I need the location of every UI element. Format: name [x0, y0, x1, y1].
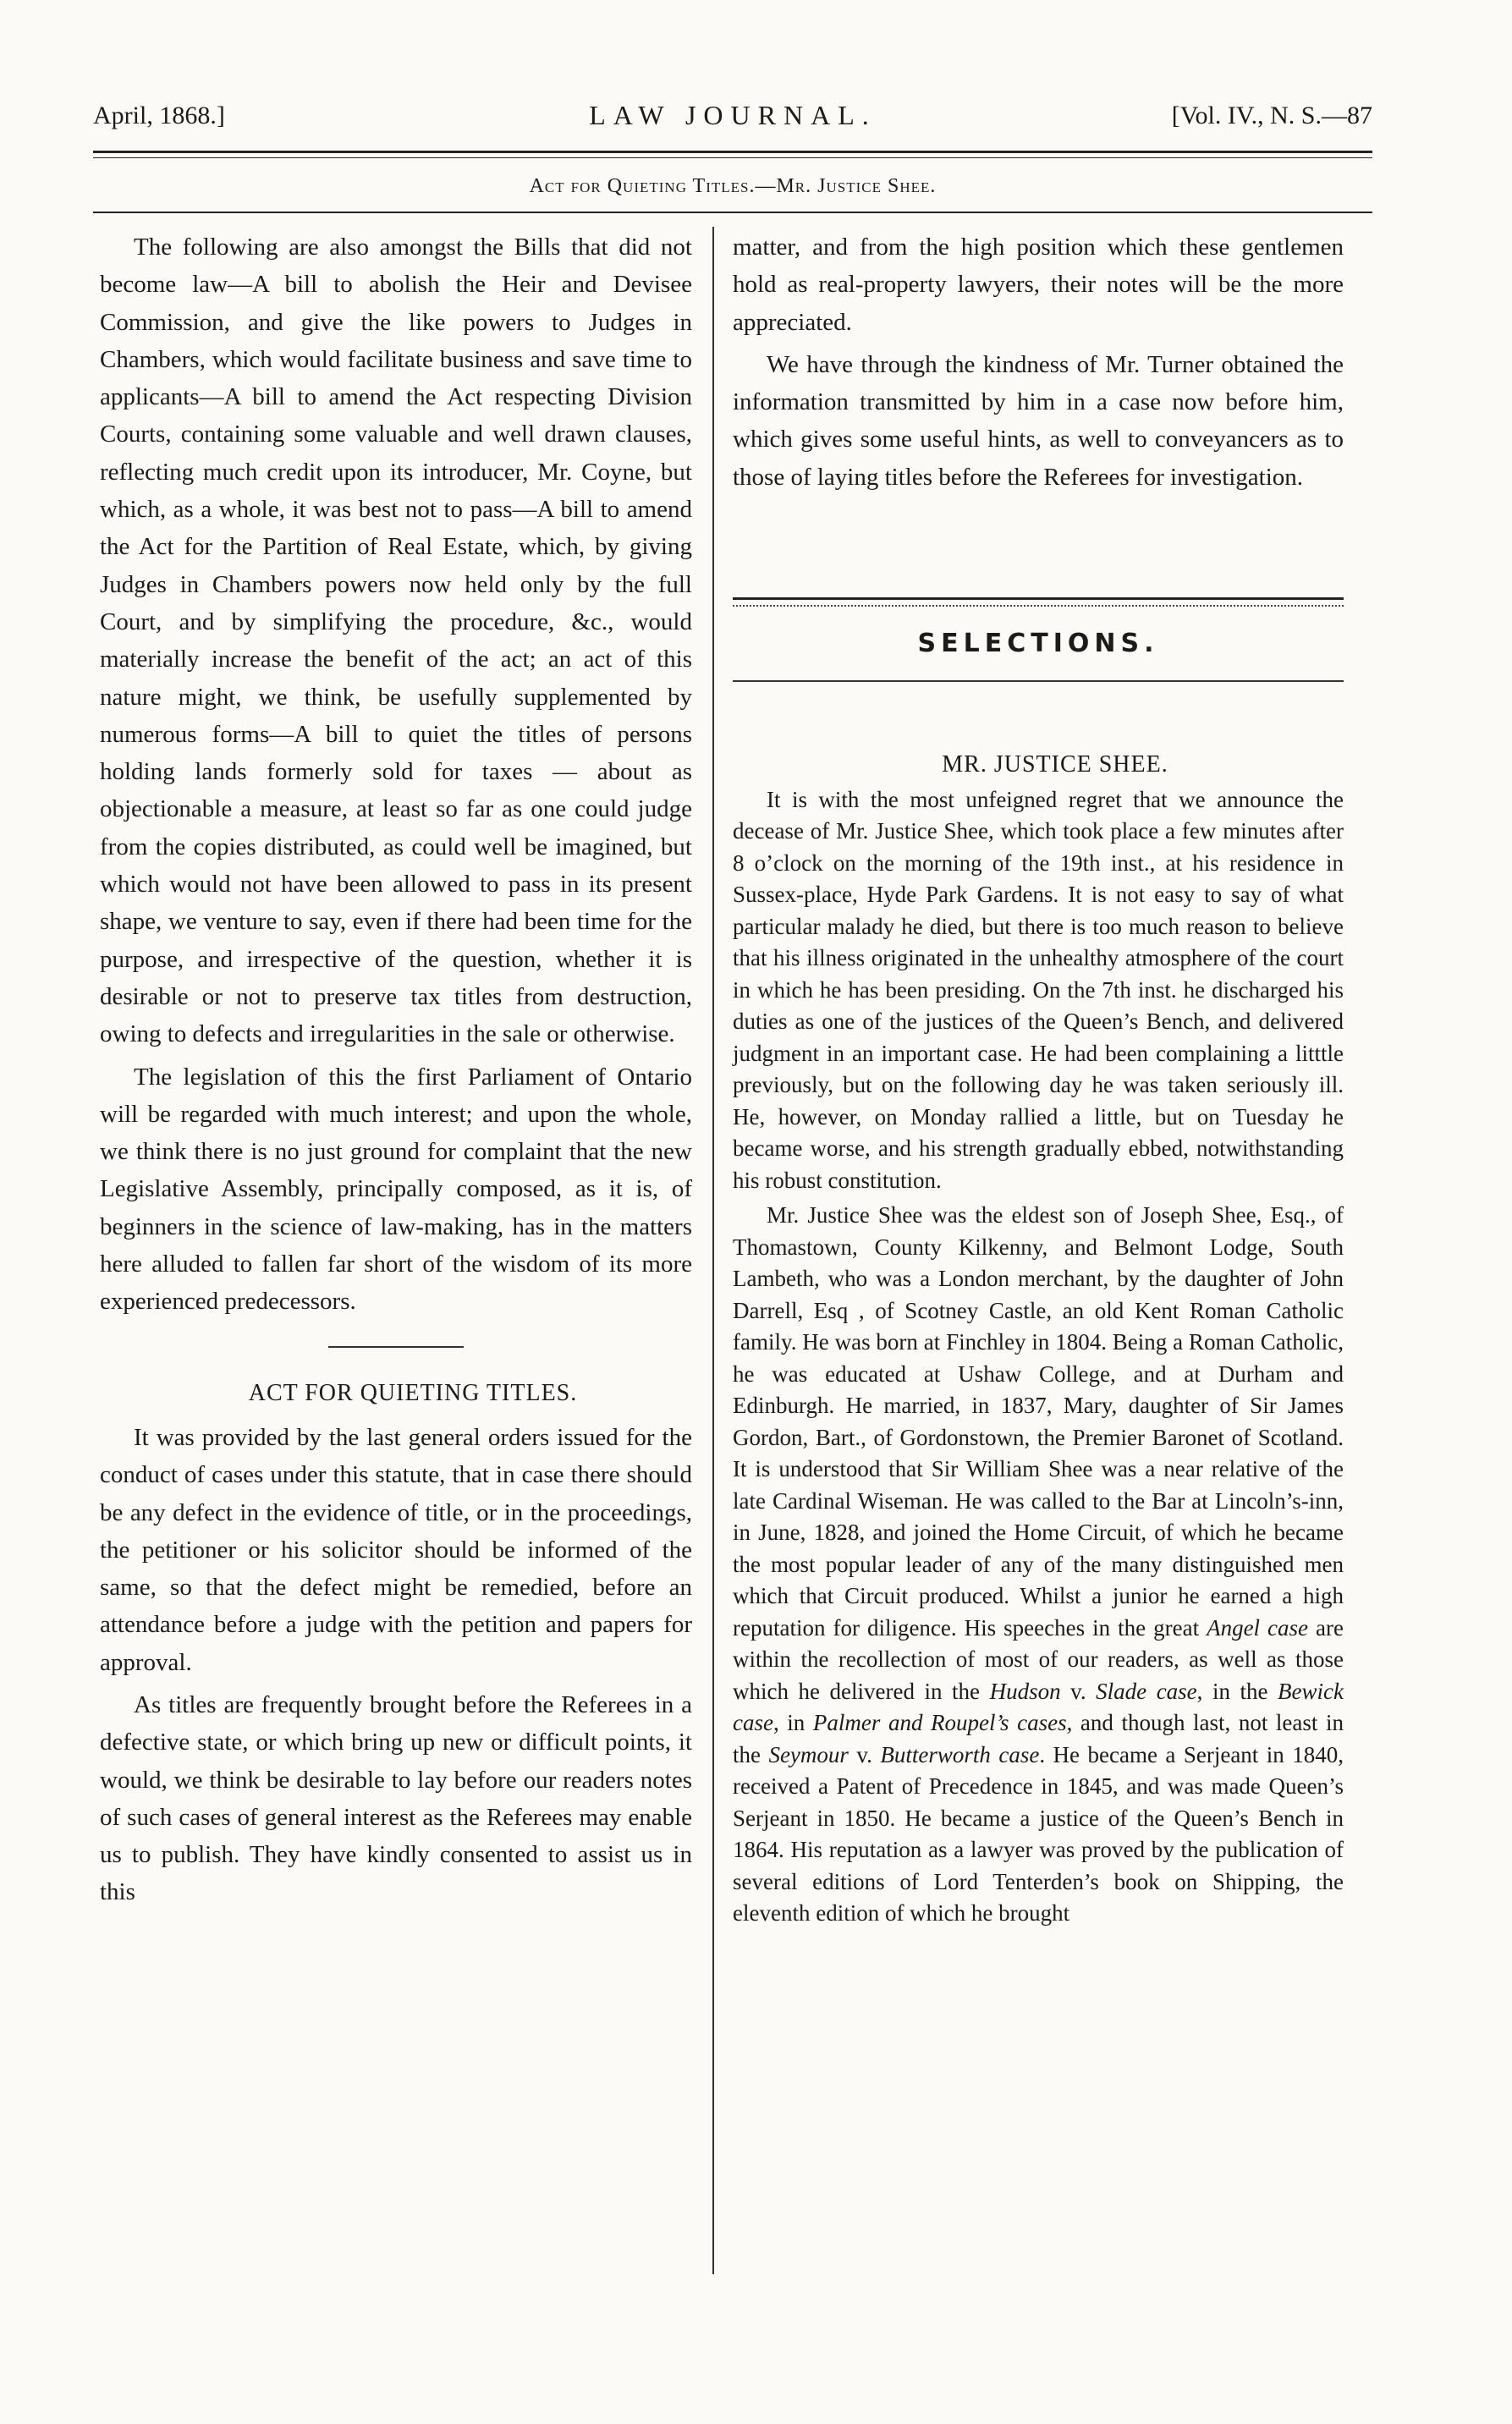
left-column	[100, 228, 692, 1911]
issue-date: April, 1868.]	[93, 102, 225, 129]
volume-page-number: [Vol. IV., N. S.—87	[1171, 102, 1372, 129]
header-rule-thin	[93, 157, 1372, 158]
paragraph-continuation: matter, and from the high position which these gentlemen hold as real-property lawyers, their notes will be the more appreciated.	[733, 234, 1344, 336]
paragraph-general-orders: It was provided by the last general orders issued for the conduct of cases under this statute, that in case there should be any defect in the evidence of title, or in the proceedings, the petitioner or his solicitor should be informed of the same, so that the defect might be remedied, before an attendance before a judge with the petition and papers for approval.	[100, 1423, 692, 1676]
paragraph-referees: As titles are frequently brought before the Referees in a defective state, or which bring up new or difficult points, it would, we think be desirable to lay before our readers notes of such cases of general interest as the Referees may enable us to publish. They have kindly consented to assist us in this	[100, 1690, 692, 1906]
ornamental-rule	[733, 597, 1344, 607]
paragraph-turner: We have through the kindness of Mr. Turner obtained the information transmitted by him in a case now before him, which gives some useful hints, as well to conveyancers as to those of laying titles before the Referees for investigation.	[733, 350, 1344, 491]
header-rule-thick	[93, 151, 1372, 153]
obituary-title: MR. JUSTICE SHEE.	[942, 751, 1168, 778]
right-column-top	[733, 228, 1344, 496]
right-column-bottom	[733, 749, 1344, 1930]
paragraph-biography: Mr. Justice Shee was the eldest son of Joseph Shee, Esq., of Thomastown, County Kilkenny, and Belmont Lodge, South Lambeth, who was a London merchant, by the daughter of John Darrell, Esq , of Scotney Castle, an old Kent Roman Catholic family. He was born at Finchley in 1804. Being a Roman Catholic, he was educated at Ushaw College, and at Durham and Edinburgh. He married, in 1837, Mary, daughter of Sir James Gordon, Bart., of Gordonstown, the Premier Baronet of Scotland. It is understood that Sir William Shee was a near relative of the late Cardinal Wiseman. He was called to the Bar at Lincoln’s-inn, in June, 1828, and joined the Home Circuit, of which he became the most popular leader of any of the many distinguished men which that Circuit produced. Whilst a junior he earned a high reputation for diligence. His speeches in the great Angel case are within the recollection of most of our readers, as well as those which he delivered in the Hudson v. Slade case, in the Bewick case, in Palmer and Roupel’s cases, and though last, not least in the Seymour v. Butterworth case. He became a Serjeant in 1840, received a Patent of Precedence in 1845, and was made Queen’s Serjeant in 1850. He became a justice of the Queen’s Bench in 1864. His reputation as a lawyer was proved by the publication of several editions of Lord Tenterden’s book on Shipping, the eleventh edition of which he brought	[733, 1202, 1344, 1926]
article-separator	[328, 1346, 464, 1348]
paragraph-obituary: It is with the most unfeigned regret that we announce the decease of Mr. Justice Shee, which took place a few minutes after 8 o’clock on the morning of the 19th inst., at his residence in Sussex-place, Hyde Park Gardens. It is not easy to say of what particular malady he died, but there is too much reason to believe that his illness originated in the unhealthy atmosphere of the court in which he has been presiding. On the 7th inst. he discharged his duties as one of the justices of the Queen’s Bench, and delivered judgment in an important case. He had been complaining a litttle previously, but on the following day he was taken seriously ill. He, however, on Monday rallied a little, but on Tuesday he became worse, and his strength gradually ebbed, notwithstanding his robust constitution.	[733, 786, 1344, 1193]
journal-title: LAW JOURNAL.	[589, 100, 877, 130]
article-title: ACT FOR QUIETING TITLES.	[248, 1379, 578, 1406]
paragraph-bills: The following are also amongst the Bills that did not become law—A bill to abolish the Heir and Devisee Commission, and give the like powers to Judges in Chambers, which would facilitate business and save time to applicants—A bill to amend the Act respecting Division Courts, containing some valuable and well drawn clauses, reflecting much credit upon its introducer, Mr. Coyne, but which, as a whole, it was best not to pass—A bill to amend the Act for the Partition of Real Estate, which, by giving Judges in Chambers powers now held only by the full Court, and by simplifying the procedure, &c., would materially increase the benefit of the act; an act of this nature might, we think, be usefully supplemented by numerous forms—A bill to quiet the titles of persons holding lands formerly sold for taxes — about as objectionable a measure, at least so far as one could judge from the copies distributed, as could well be imagined, but which would not have been allowed to pass in its present shape, we venture to say, even if there had been time for the purpose, and irrespective of the question, whether it is desirable or not to preserve tax titles from destruction, owing to defects and irregularities in the sale or otherwise.	[100, 234, 692, 1048]
selections-band	[733, 597, 1344, 682]
page-subheading: Act for Quieting Titles.—Mr. Justice Shee.	[529, 175, 937, 197]
column-divider	[712, 227, 714, 2274]
subheading-rule	[93, 212, 1372, 213]
running-head	[93, 95, 1372, 137]
selections-rule	[733, 680, 1344, 682]
selections-heading: SELECTIONS.	[917, 629, 1159, 658]
paragraph-legislation: The legislation of this the first Parliament of Ontario will be regarded with much interest; and upon the whole, we think there is no just ground for complaint that the new Legislative Assembly, principally composed, as it is, of beginners in the science of law-making, has in the matters here alluded to fallen far short of the wisdom of its more experienced predecessors.	[100, 1063, 692, 1316]
